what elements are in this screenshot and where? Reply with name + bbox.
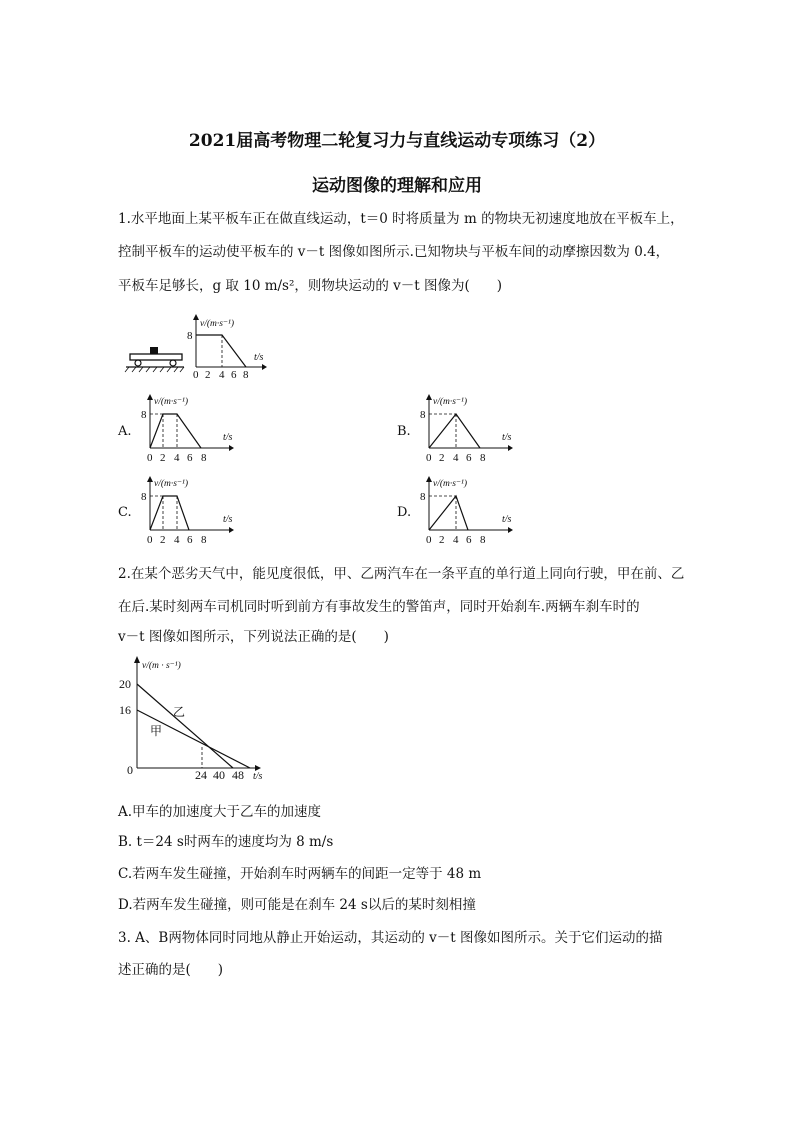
block <box>150 347 158 354</box>
svg-text:8: 8 <box>480 534 486 546</box>
svg-text:v/(m·s⁻¹): v/(m·s⁻¹) <box>433 397 467 407</box>
q1-main-graph <box>187 314 267 381</box>
option-a-label: A. <box>118 424 132 439</box>
svg-text:v/(m·s⁻¹): v/(m·s⁻¹) <box>433 479 467 489</box>
option-d-label: D. <box>397 505 412 520</box>
q2-x-tick-24: 24 <box>195 768 207 782</box>
svg-text:2: 2 <box>160 452 166 464</box>
svg-text:8: 8 <box>420 409 426 421</box>
x-axis-label: t/s <box>254 352 264 363</box>
q2-choice-c: C.若两车发生碰撞，开始刹车时两辆车的间距一定等于 48 m <box>118 866 482 882</box>
q1-line-1: 1.水平地面上某平板车正在做直线运动，t＝0 时将质量为 m 的物块无初速度地放在平板车上， <box>118 211 684 227</box>
svg-text:0: 0 <box>426 534 432 546</box>
y-tick-8: 8 <box>187 330 193 342</box>
wheel-right <box>170 360 176 366</box>
svg-text:4: 4 <box>174 452 180 464</box>
svg-text:8: 8 <box>141 409 147 421</box>
svg-text:t/s: t/s <box>223 432 233 443</box>
svg-text:8: 8 <box>420 491 426 503</box>
q2-line-2: 在后.某时刻两车司机同时听到前方有事故发生的警笛声，同时开始刹车.两辆车刹车时的 <box>118 599 640 615</box>
svg-text:t/s: t/s <box>223 514 233 525</box>
x-tick-6: 6 <box>231 369 237 381</box>
x-tick-0: 0 <box>193 369 199 381</box>
q3-line-1: 3. A、B两物体同时同地从静止开始运动，其运动的 v－t 图像如图所示。关于它们运动的描 <box>118 930 663 946</box>
svg-text:6: 6 <box>466 534 472 546</box>
document-subtitle: 运动图像的理解和应用 <box>312 176 482 196</box>
svg-text:4: 4 <box>453 452 459 464</box>
svg-text:t/s: t/s <box>502 514 512 525</box>
q2-choice-a: A.甲车的加速度大于乙车的加速度 <box>118 804 322 820</box>
q2-x-axis-label: t/s <box>253 771 263 782</box>
option-b-label: B. <box>397 424 411 439</box>
block-vt-line <box>150 414 201 448</box>
svg-text:6: 6 <box>187 534 193 546</box>
line-jia <box>137 710 250 768</box>
cart-vt-line <box>196 335 246 367</box>
option-d-graph <box>416 472 526 550</box>
svg-text:0: 0 <box>147 452 153 464</box>
q2-choice-b: B. t＝24 s时两车的速度均为 8 m/s <box>118 834 334 850</box>
x-tick-8: 8 <box>243 369 249 381</box>
block-vt-line <box>429 414 480 448</box>
x-tick-2: 2 <box>205 369 211 381</box>
svg-text:8: 8 <box>480 452 486 464</box>
q2-label-yi: 乙 <box>173 705 186 719</box>
q2-y-tick-20: 20 <box>119 677 131 691</box>
svg-text:8: 8 <box>201 534 207 546</box>
q2-line-1: 2.在某个恶劣天气中，能见度很低，甲、乙两汽车在一条平直的单行道上同向行驶，甲在前、乙 <box>118 566 685 582</box>
svg-text:v/(m·s⁻¹): v/(m·s⁻¹) <box>154 479 188 489</box>
svg-text:6: 6 <box>187 452 193 464</box>
y-axis-label: v/(m·s⁻¹) <box>200 319 234 329</box>
q2-y-tick-0: 0 <box>127 763 133 777</box>
q1-line-2: 控制平板车的运动使平板车的 v－t 图像如图所示.已知物块与平板车间的动摩擦因数为 0.4， <box>118 244 670 260</box>
svg-text:4: 4 <box>453 534 459 546</box>
cart-body <box>130 354 182 360</box>
q2-graph <box>115 652 275 782</box>
q2-y-tick-16: 16 <box>119 703 131 717</box>
q2-line-3: v－t 图像如图所示，下列说法正确的是( ) <box>118 629 389 645</box>
option-c-label: C. <box>118 505 132 520</box>
svg-text:8: 8 <box>141 491 147 503</box>
q2-label-jia: 甲 <box>150 724 163 738</box>
q2-choice-d: D.若两车发生碰撞，则可能是在刹车 24 s以后的某时刻相撞 <box>118 897 476 913</box>
q1-line-3: 平板车足够长，g 取 10 m/s²，则物块运动的 v－t 图像为( ) <box>118 278 503 294</box>
option-c-graph <box>137 472 247 550</box>
ground-hatching <box>125 367 184 372</box>
x-tick-4: 4 <box>219 369 225 381</box>
q2-y-axis-label: v/(m · s⁻¹) <box>142 661 181 671</box>
block-vt-line <box>429 496 468 530</box>
svg-text:t/s: t/s <box>502 432 512 443</box>
svg-text:2: 2 <box>439 452 445 464</box>
option-b-graph <box>416 390 526 468</box>
svg-text:2: 2 <box>160 534 166 546</box>
svg-text:6: 6 <box>466 452 472 464</box>
document-title: 2021届高考物理二轮复习力与直线运动专项练习（2） <box>188 131 606 151</box>
block-vt-line <box>150 496 189 530</box>
svg-text:4: 4 <box>174 534 180 546</box>
q1-main-figure <box>120 312 290 382</box>
q2-x-tick-40: 40 <box>213 768 225 782</box>
svg-text:8: 8 <box>201 452 207 464</box>
q3-line-2: 述正确的是( ) <box>118 962 224 978</box>
cart-illustration <box>125 347 184 372</box>
svg-text:0: 0 <box>147 534 153 546</box>
svg-text:v/(m·s⁻¹): v/(m·s⁻¹) <box>154 397 188 407</box>
svg-text:2: 2 <box>439 534 445 546</box>
wheel-left <box>135 360 141 366</box>
option-a-graph <box>137 390 247 468</box>
q2-x-tick-48: 48 <box>232 768 244 782</box>
svg-text:0: 0 <box>426 452 432 464</box>
